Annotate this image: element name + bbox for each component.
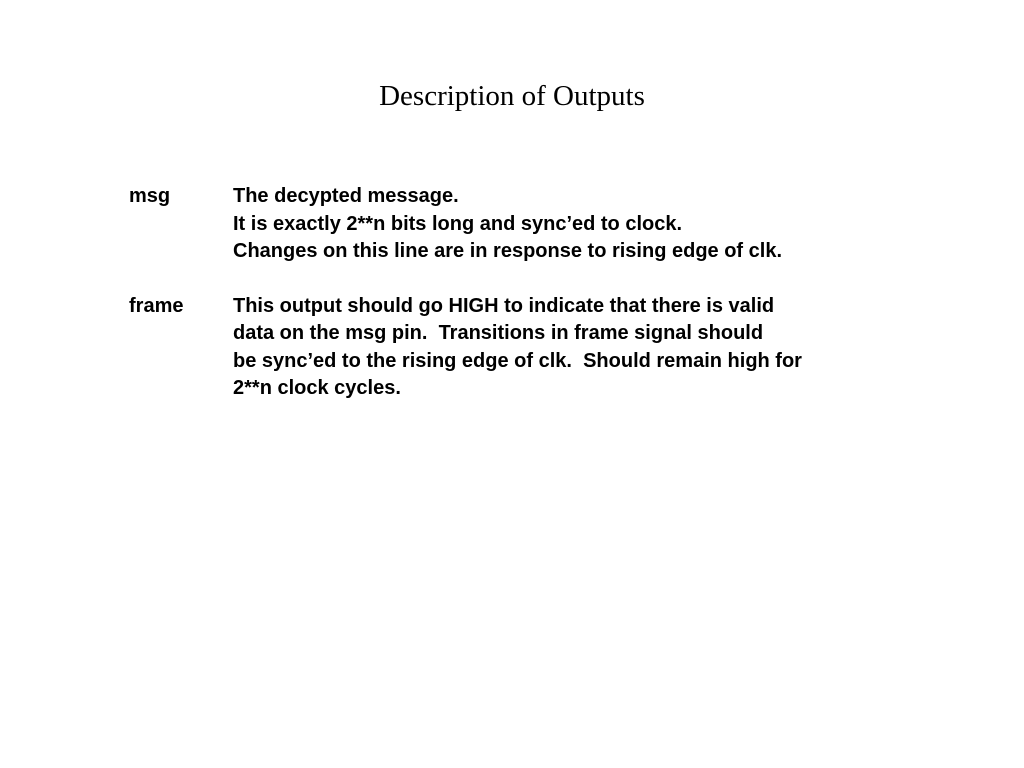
- definition-description: [233, 183, 999, 266]
- description-line: Changes on this line are in response to rising edge of clk.: [233, 240, 783, 262]
- description-line: This output should go HIGH to indicate that there is valid: [233, 294, 775, 317]
- definition-description: [233, 293, 999, 403]
- definition-term: frame: [129, 294, 184, 317]
- description-line: 2**n clock cycles.: [233, 377, 401, 399]
- slide-title: Description of Outputs: [379, 80, 645, 112]
- definition-term: msg: [129, 185, 171, 207]
- description-line: data on the msg pin. Transitions in frame signal should: [233, 322, 764, 344]
- description-line: The decypted message.: [233, 185, 459, 207]
- definition-entry-msg: [129, 183, 999, 266]
- definition-list: [129, 183, 999, 430]
- definition-entry-frame: [129, 293, 999, 403]
- description-line: be sync’ed to the rising edge of clk. Should remain high for: [233, 349, 802, 372]
- description-line: It is exactly 2**n bits long and sync’ed to clock.: [233, 212, 683, 235]
